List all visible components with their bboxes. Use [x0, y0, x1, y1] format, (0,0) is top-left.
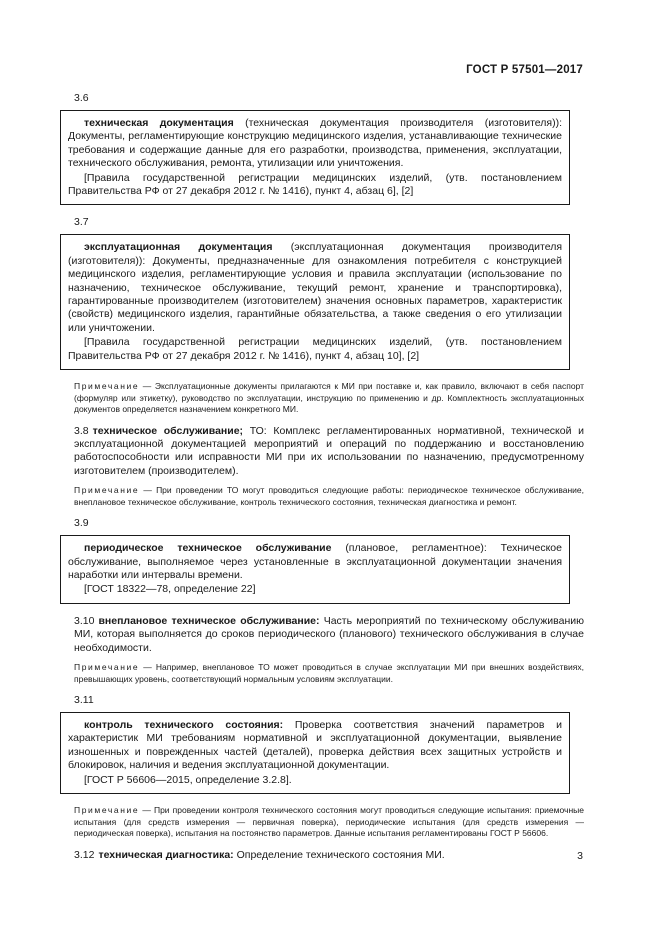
note-text: — Эксплуатационные документы прилагаются к МИ при поставке и, как правило, включают в себя паспорт (формуляр или этикетку), руководство по эксплуатации, инструкцию по применению и др. Комплектность эксплуатационных документов определяется назначением конкретного МИ.: [74, 381, 584, 415]
term-box-3-6: [60, 110, 570, 205]
note-3-10: [74, 662, 584, 685]
note-label: Примечание: [74, 805, 140, 816]
note-text: — Например, внеплановое ТО может проводиться в случае эксплуатации МИ при внешних воздействиях, превышающих уровень, соответствующий нормальным условиям эксплуатации.: [74, 662, 584, 684]
note-text: — При проведении контроля технического состояния могут проводиться следующие испытания: приемочные испытания (для средств измерения — первичная поверка), периодические испытания (для средств измерения — периодическая поверка), испытания на постоянство параметров. Данные испытания регламентированы ГОСТ Р 56606.: [74, 805, 584, 839]
term-box-3-11: [60, 712, 570, 794]
paragraph-3-8: [74, 425, 584, 479]
term-definition-3-9: [68, 542, 562, 582]
term-source-3-11: [ГОСТ Р 56606—2015, определение 3.2.8].: [84, 773, 292, 786]
note-3-8: [74, 485, 584, 508]
term-definition-3-7: [68, 241, 562, 335]
term-text: (эксплуатационная документация производителя (изготовителя)): Документы, предназначенные для ознакомления потребителя с конструкцией медицинского изделия, регламентирующие условия и правила эксплуатации (использование по назначению, техническое обслуживание, текущий ремонт, хранение и транспортировка), гарантированные производителем (изготовителем) значения основных параметров, характеристик (свойств) медицинского изделия, гарантийные обязательства, а также сведения о его утилизации или уничтожении.: [68, 241, 563, 334]
section-number-3-10: 3.10: [74, 614, 95, 627]
paragraph-3-10: [74, 615, 584, 655]
terms-content: [68, 92, 584, 869]
term-title: техническое обслуживание;: [92, 424, 244, 437]
term-title: эксплуатационная документация: [84, 241, 273, 254]
term-text: (плановое, регламентное): Техническое обслуживание, выполняемое через установленные в эксплуатационной документации значения наработки или интервалы времени.: [68, 542, 562, 582]
section-number-3-11: 3.11: [74, 694, 94, 707]
note-label: Примечание: [74, 381, 140, 392]
note-text: — При проведении ТО могут проводиться следующие работы: периодическое техническое обслуживание, внеплановое техническое обслуживание, контроль технического состояния, техническая диагностика и ремонт.: [74, 485, 584, 507]
paragraph-3-12: [74, 849, 584, 862]
page-number: 3: [577, 850, 583, 862]
term-text: Часть мероприятий по техническому обслуживанию МИ, которая выполняется до сроков периодического (планового) технического обслуживания в случае необходимости.: [74, 614, 584, 654]
note-label: Примечание: [74, 662, 140, 673]
term-source-3-7: [Правила государственной регистрации медицинских изделий, (утв. постановлением Правительства РФ от 27 декабря 2012 г. № 1416), пункт 4, абзац 10], [2]: [68, 336, 562, 362]
note-3-7: [74, 381, 584, 416]
term-title: техническая диагностика:: [98, 848, 234, 861]
term-text: ТО: Комплекс регламентированных нормативной, технической и эксплуатационной документацией мероприятий и операций по поддержанию и восстановлению работоспособности или исправности МИ при их использовании по назначению, предусмотренному изготовителем (производителем).: [74, 424, 584, 477]
note-label: Примечание: [74, 485, 140, 496]
document-code: ГОСТ Р 57501—2017: [466, 64, 583, 76]
term-source-3-6: [Правила государственной регистрации медицинских изделий, (утв. постановлением Правительства РФ от 27 декабря 2012 г. № 1416), пункт 4, абзац 6], [2]: [68, 171, 562, 198]
section-number-3-6: 3.6: [74, 92, 89, 104]
term-text: Проверка соответствия значений параметров и характеристик МИ требованиям нормативной и эксплуатационной документации, выявление изношенных и поврежденных частей (деталей), проверка действия всех защитных устройств и блокировок, наличия и ведения эксплуатационной документации.: [68, 719, 563, 772]
section-number-3-9: 3.9: [74, 517, 89, 530]
term-text: Определение технического состояния МИ.: [233, 848, 445, 861]
section-number-3-7: 3.7: [74, 216, 89, 229]
term-title: контроль технического состояния:: [84, 719, 284, 732]
section-number-3-12: 3.12: [74, 848, 95, 861]
term-definition-3-11: [68, 719, 562, 773]
term-text: (техническая документация производителя (изготовителя)): Документы, регламентирующие конструкцию медицинского изделия, устанавливающие технические требования и содержащие данные для его разработки, производства, применения, эксплуатации, технического обслуживания, ремонта, утилизации или уничтожения.: [68, 117, 562, 170]
term-definition-3-6: [68, 117, 562, 171]
term-title: техническая документация: [84, 117, 234, 129]
term-title: периодическое техническое обслуживание: [84, 542, 332, 555]
term-title: внеплановое техническое обслуживание:: [98, 614, 320, 627]
term-box-3-7: [60, 234, 570, 370]
term-source-3-9: [ГОСТ 18322—78, определение 22]: [84, 583, 256, 596]
note-3-11: [74, 805, 584, 840]
section-number-3-8: 3.8: [74, 424, 89, 437]
term-box-3-9: [60, 535, 570, 604]
